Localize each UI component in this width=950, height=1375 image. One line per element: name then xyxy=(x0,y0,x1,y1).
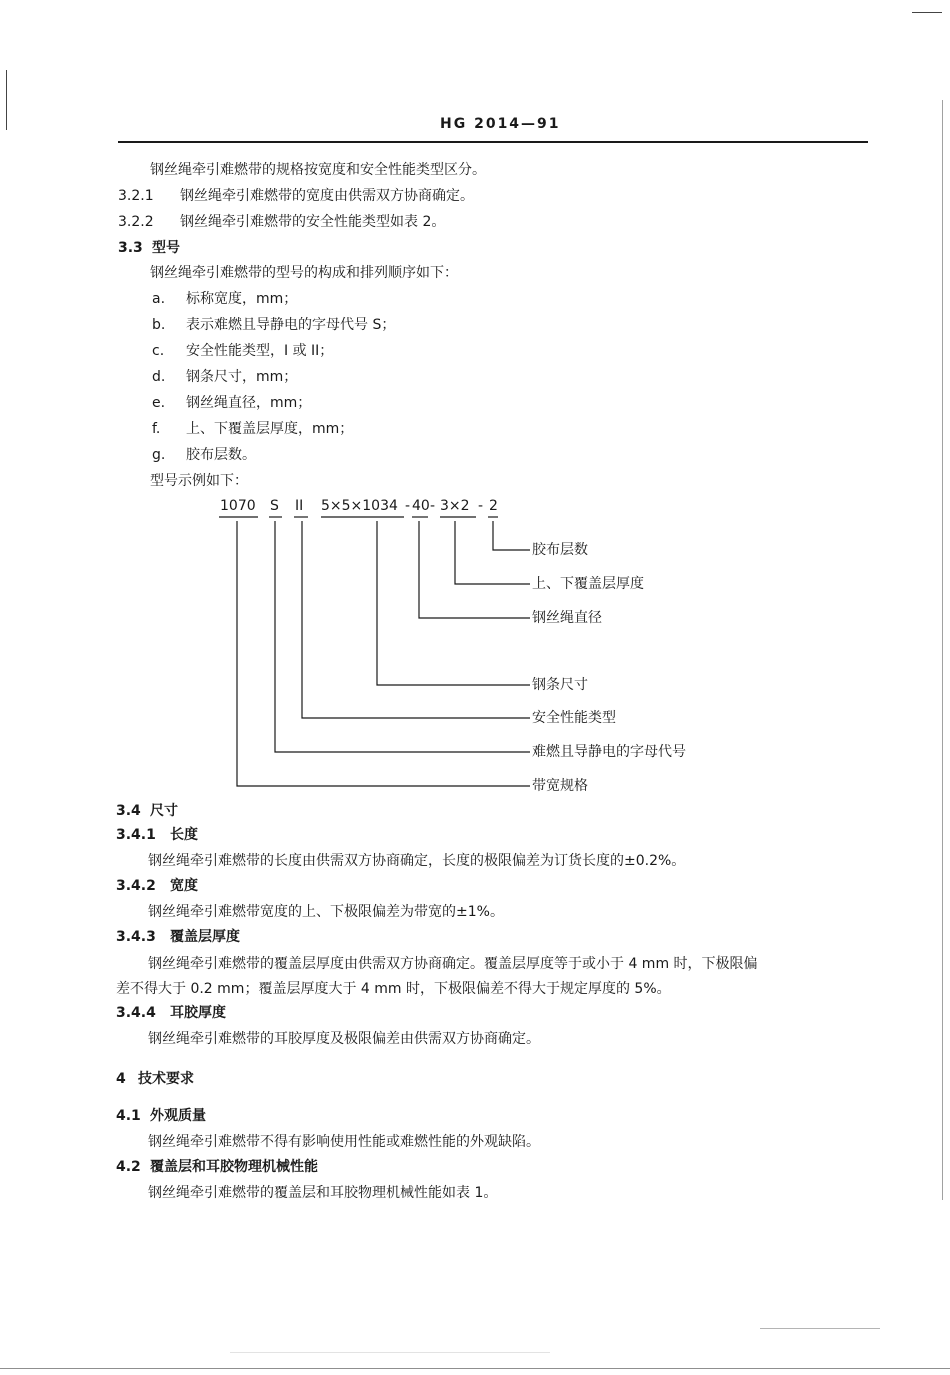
section-3-4-3-text-cont: 差不得大于 0.2 mm；覆盖层厚度大于 4 mm 时，下极限偏差不得大于规定厚度的 5%。 xyxy=(116,981,671,997)
section-text: 钢丝绳牵引难燃带的宽度由供需双方协商确定。 xyxy=(180,188,474,204)
list-item: d. 钢条尺寸，mm； xyxy=(152,369,298,385)
section-3-4-3-heading: 3.4.3 覆盖层厚度 xyxy=(116,929,240,945)
connector-rope-diameter xyxy=(419,521,530,618)
code-rope-diameter: 40 xyxy=(412,498,430,514)
example-intro: 型号示例如下： xyxy=(150,473,248,489)
label-rope-diameter: 钢丝绳直径 xyxy=(532,610,602,626)
label-steel-size: 钢条尺寸 xyxy=(532,677,588,693)
section-3-4-2-heading: 3.4.2 宽度 xyxy=(116,878,198,894)
list-item: g. 胶布层数。 xyxy=(152,447,256,463)
list-item: e. 钢丝绳直径，mm； xyxy=(152,395,312,411)
scan-noise xyxy=(230,1352,550,1353)
section-4-1-text: 钢丝绳牵引难燃带不得有影响使用性能或难燃性能的外观缺陷。 xyxy=(148,1134,540,1150)
code-separator: - xyxy=(405,498,411,514)
label-cover-thickness: 上、下覆盖层厚度 xyxy=(532,576,644,592)
section-3-4-4-heading: 3.4.4 耳胶厚度 xyxy=(116,1005,226,1021)
section-4-2-text: 钢丝绳牵引难燃带的覆盖层和耳胶物理机械性能如表 1。 xyxy=(148,1185,498,1201)
list-item: a. 标称宽度，mm； xyxy=(152,291,298,307)
section-4-heading: 4 技术要求 xyxy=(116,1071,194,1087)
code-separator: - xyxy=(478,498,484,514)
label-letter-code: 难燃且导静电的字母代号 xyxy=(532,744,686,760)
label-safety-type: 安全性能类型 xyxy=(532,710,616,726)
section-3-4-3-text: 钢丝绳牵引难燃带的覆盖层厚度由供需双方协商确定。覆盖层厚度等于或小于 4 mm 时，下极限偏 xyxy=(148,956,758,972)
connector-width xyxy=(237,521,530,786)
code-separator: - xyxy=(430,498,436,514)
scan-noise xyxy=(760,1328,880,1329)
section-3-4-4-text: 钢丝绳牵引难燃带的耳胶厚度及极限偏差由供需双方协商确定。 xyxy=(148,1031,540,1047)
connector-letter-code xyxy=(275,521,530,752)
label-width: 带宽规格 xyxy=(532,778,588,794)
connector-plies xyxy=(493,521,530,550)
section-3-4-heading: 3.4 尺寸 xyxy=(116,803,178,819)
section-number: 3.2.2 xyxy=(118,214,154,230)
list-item: b. 表示难燃且导静电的字母代号 S； xyxy=(152,317,396,333)
section-number: 3.2.1 xyxy=(118,188,154,204)
list-item: f. 上、下覆盖层厚度，mm； xyxy=(152,421,354,437)
connector-steel-size xyxy=(377,521,530,685)
document-header: HG 2014—91 xyxy=(440,116,561,132)
label-plies: 胶布层数 xyxy=(532,542,588,558)
code-cover-thickness: 3×2 xyxy=(440,498,470,514)
section-3-4-1-heading: 3.4.1 长度 xyxy=(116,827,198,843)
section-3-4-2-text: 钢丝绳牵引难燃带宽度的上、下极限偏差为带宽的±1%。 xyxy=(148,904,504,920)
code-safety-type: II xyxy=(295,498,304,514)
section-number: 3.3 xyxy=(118,240,143,256)
scan-edge-bottom xyxy=(0,1368,950,1369)
code-plies: 2 xyxy=(489,498,498,514)
section-3-3-text: 钢丝绳牵引难燃带的型号的构成和排列顺序如下： xyxy=(150,265,458,281)
section-3-4-1-text: 钢丝绳牵引难燃带的长度由供需双方协商确定，长度的极限偏差为订货长度的±0.2%。 xyxy=(148,853,686,869)
section-4-1-heading: 4.1 外观质量 xyxy=(116,1108,206,1124)
section-title: 型号 xyxy=(152,240,180,256)
intro-paragraph: 钢丝绳牵引难燃带的规格按宽度和安全性能类型区分。 xyxy=(150,162,486,178)
list-item: c. 安全性能类型，I 或 II； xyxy=(152,343,334,359)
section-text: 钢丝绳牵引难燃带的安全性能类型如表 2。 xyxy=(180,214,446,230)
code-letter: S xyxy=(270,498,279,514)
code-width: 1070 xyxy=(220,498,256,514)
code-steel-size: 5×5×1034 xyxy=(321,498,398,514)
section-4-2-heading: 4.2 覆盖层和耳胶物理机械性能 xyxy=(116,1159,318,1175)
